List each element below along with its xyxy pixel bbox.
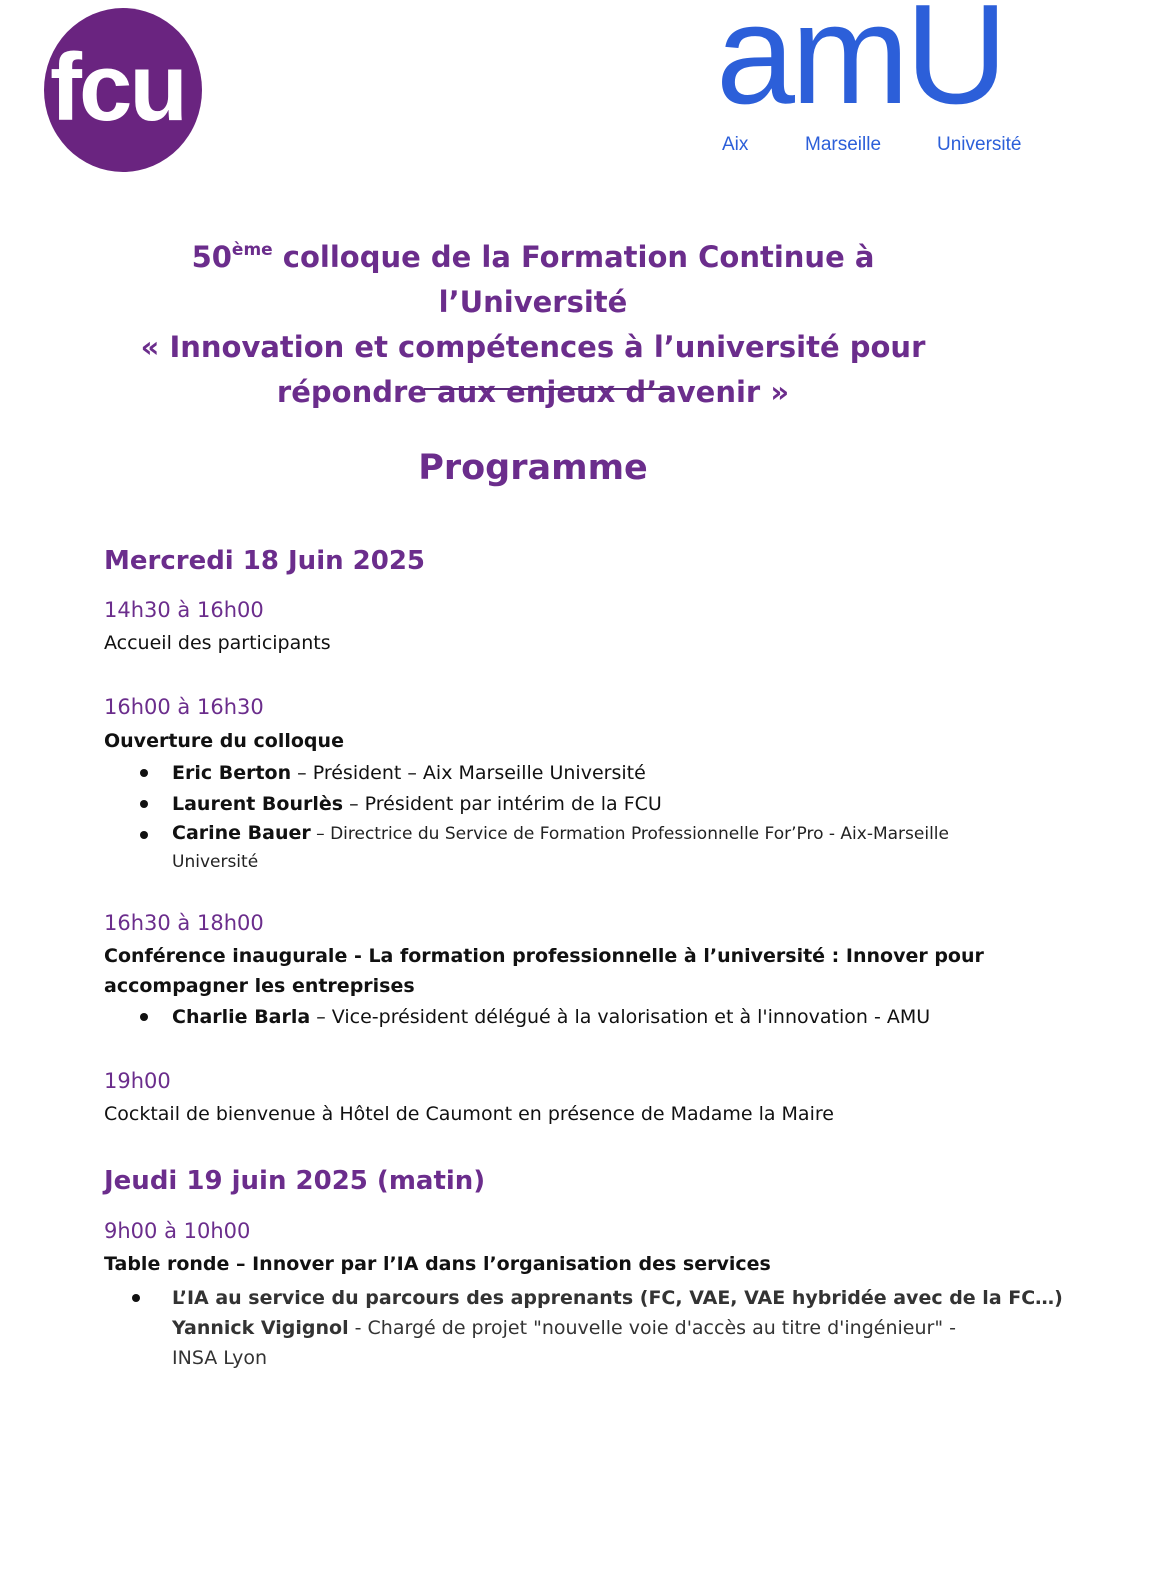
amu-aix: Aix (722, 134, 749, 155)
fcu-logo (44, 8, 202, 172)
day2-s1-title: Table ronde – Innover par l’IA dans l’organisation des services (104, 1253, 771, 1275)
speaker-role: – Président par intérim de la FCU (343, 793, 662, 815)
title-number: 50 (191, 240, 232, 274)
day1-s4-time: 19h00 (104, 1069, 171, 1093)
title-line-2: « Innovation et compétences à l’université pour (140, 330, 926, 364)
amu-universite: Université (937, 134, 1022, 155)
day1-s2-item-2 (172, 789, 662, 819)
day1-s4-text: Cocktail de bienvenue à Hôtel de Caumont en présence de Madame la Maire (104, 1103, 834, 1125)
speaker-role: – Vice-président délégué à la valorisation et à l'innovation - AMU (310, 1006, 931, 1028)
title-divider (424, 388, 670, 390)
bullet-icon (132, 1294, 140, 1302)
title-superscript: ème (231, 240, 273, 260)
day1-heading: Mercredi 18 Juin 2025 (104, 546, 426, 576)
day1-s1-time: 14h30 à 16h00 (104, 598, 264, 622)
speaker-role: – Président – Aix Marseille Université (291, 762, 646, 784)
bullet-icon (140, 1013, 148, 1021)
speaker-role-cont: Université (172, 852, 259, 872)
bullet-icon (140, 800, 148, 808)
speaker-name: Charlie Barla (172, 1006, 311, 1028)
day1-s2-time: 16h00 à 16h30 (104, 695, 264, 719)
day1-s2-title: Ouverture du colloque (104, 730, 344, 752)
speaker-name: Carine Bauer (172, 822, 311, 844)
speaker-name: Yannick Vigignol (172, 1317, 349, 1339)
amu-marseille: Marseille (805, 134, 882, 155)
day1-s3-item (172, 1002, 930, 1032)
day2-heading: Jeudi 19 juin 2025 (matin) (104, 1166, 486, 1196)
day1-s3-time: 16h30 à 18h00 (104, 911, 264, 935)
day1-s3-title-1: Conférence inaugurale - La formation professionnelle à l’université : Innover pour (104, 945, 984, 967)
colloque-title (100, 228, 966, 415)
title-line-1 (100, 228, 966, 325)
speaker-name: Laurent Bourlès (172, 793, 344, 815)
topic-title: L’IA au service du parcours des apprenants (FC, VAE, VAE hybridée avec de la FC…) (172, 1287, 1063, 1309)
speaker-name: Eric Berton (172, 762, 292, 784)
title-line-3: répondre aux enjeux d’avenir » (276, 375, 790, 409)
day1-s1-text: Accueil des participants (104, 632, 331, 654)
speaker-role: – Directrice du Service de Formation Professionnelle For’Pro - Aix-Marseille (310, 824, 949, 844)
day1-s2-item-3 (172, 820, 949, 876)
speaker-role-cont: INSA Lyon (172, 1347, 268, 1369)
day2-s1-time: 9h00 à 10h00 (104, 1219, 251, 1243)
bullet-icon (140, 769, 148, 777)
amu-logo (716, 0, 1032, 162)
fcu-logo-text: fcu (50, 34, 185, 141)
amu-logo-word: amU (716, 0, 1004, 134)
programme-heading: Programme (418, 448, 648, 488)
day2-s1-item (172, 1283, 1063, 1373)
title-line-1-text: colloque de la Formation Continue à l’Université (272, 240, 875, 319)
bullet-icon (140, 831, 148, 839)
day1-s3-title-2: accompagner les entreprises (104, 975, 415, 997)
day1-s2-item-1 (172, 758, 646, 788)
speaker-role: - Chargé de projet "nouvelle voie d'accès au titre d'ingénieur" - (348, 1317, 956, 1339)
